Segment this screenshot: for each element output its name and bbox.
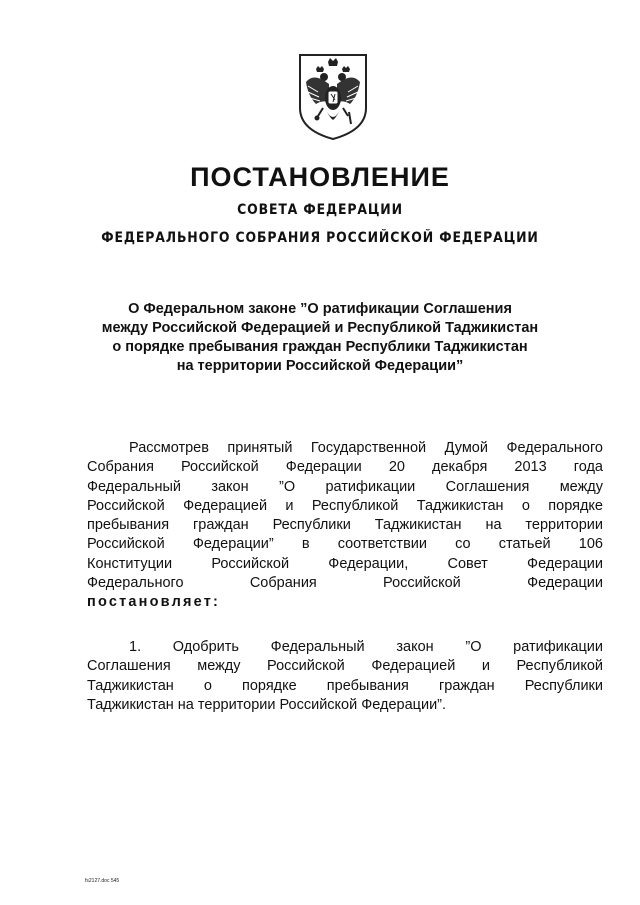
file-code: fs2127.doc 545: [85, 878, 120, 884]
preamble-line: Рассмотрев принятый Государственной Думой Федерального: [129, 440, 603, 456]
preamble-line: Российской Федерацией и Республикой Таджикистан о порядке: [87, 497, 603, 514]
subject-line: О Федеральном законе ”О ратификации Соглашения: [128, 301, 512, 317]
decision-word: постановляет:: [87, 594, 221, 611]
preamble-line: Конституции Российской Федерации, Совет Федерации: [87, 555, 603, 572]
preamble-line: пребывания граждан Республики Таджикистан на территории: [87, 517, 603, 534]
russian-coat-of-arms-icon: [296, 52, 370, 142]
item-line: 1. Одобрить Федеральный закон ”О ратификации: [129, 639, 603, 655]
preamble-line: Собрания Российской Федерации 20 декабря 2013 года: [87, 459, 603, 476]
issuer-line-2: ФЕДЕРАЛЬНОГО СОБРАНИЯ РОССИЙСКОЙ ФЕДЕРАЦИИ: [101, 230, 539, 246]
preamble-line: Федерального Собрания Российской Федерации: [87, 575, 603, 592]
resolution-item-1: [87, 638, 603, 715]
preamble-line: Российской Федерации” в соответствии со статьей 106: [87, 536, 603, 553]
issuer-line-1: СОВЕТА ФЕДЕРАЦИИ: [237, 202, 403, 218]
subject-line: о порядке пребывания граждан Республики Таджикистан: [112, 339, 528, 355]
subject-line: между Российской Федерацией и Республикой Таджикистан: [101, 320, 539, 336]
item-line: Таджикистан на территории Российской Федерации”.: [87, 696, 447, 713]
preamble-line: Федеральный закон ”О ратификации Соглашения между: [87, 478, 603, 495]
preamble-paragraph: [87, 439, 603, 613]
document-subject: [80, 300, 560, 376]
subject-line: на территории Российской Федерации”: [176, 358, 464, 374]
document-title: ПОСТАНОВЛЕНИЕ: [190, 162, 450, 192]
item-line: Таджикистан о порядке пребывания граждан Республики: [87, 677, 603, 694]
item-line: Соглашения между Российской Федерацией и Республикой: [87, 658, 603, 675]
